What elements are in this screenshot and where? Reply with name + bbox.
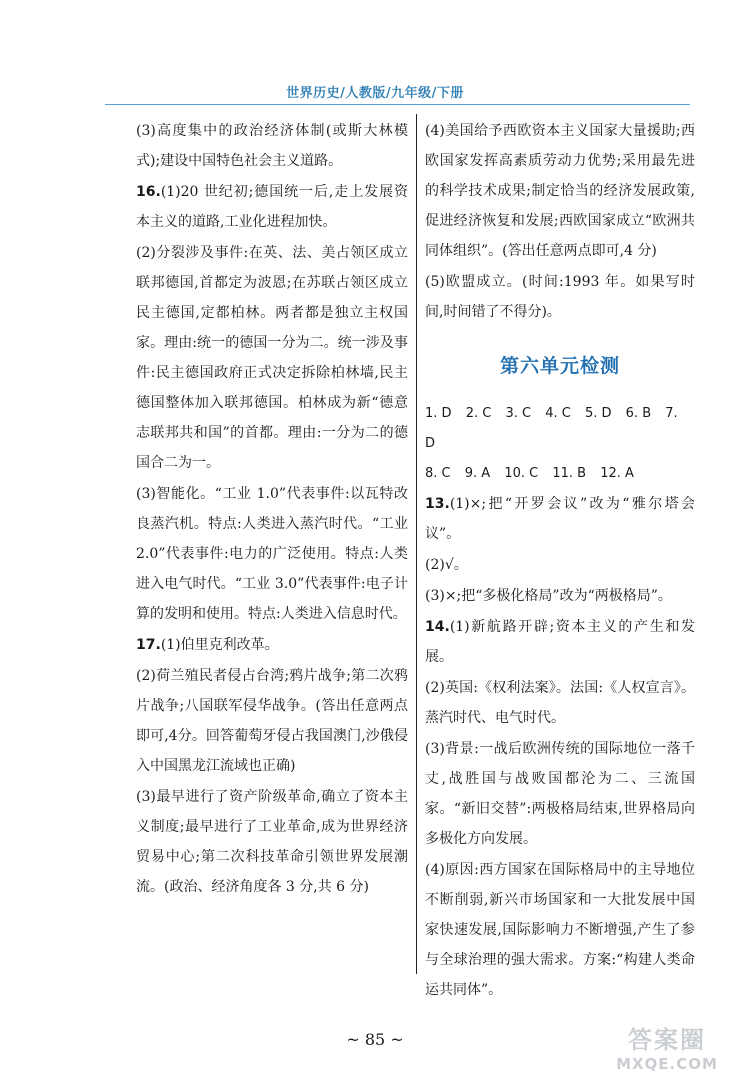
paragraph-text: (2)√。 — [425, 557, 468, 573]
answer-paragraph — [425, 116, 695, 266]
answer-paragraph — [136, 479, 408, 629]
answer-paragraph — [425, 612, 695, 672]
page-number: ~ 85 ~ — [346, 1030, 404, 1049]
answer-paragraph — [425, 855, 695, 1005]
paragraph-text: (3)最早进行了资产阶级革命,确立了资本主义制度;最早进行了工业革命,成为世界经济贸易中心;第二次科技革命引领世界发展潮流。(政治、经济角度各 3 分,共 6 分) — [136, 789, 408, 895]
paragraph-text: (3)背景:一战后欧洲传统的国际地位一落千丈,战胜国与战败国都沦为二、三流国家。“新旧交替”:两极格局结束,世界格局向多极化方向发展。 — [425, 741, 695, 847]
column-divider — [416, 114, 417, 974]
choice-answer: 3. C — [505, 406, 532, 421]
choice-answer: 6. B — [625, 406, 652, 421]
choice-answer: 5. D — [584, 406, 612, 421]
choice-answer: 7. D — [425, 406, 678, 451]
answer-paragraph — [425, 267, 695, 327]
answer-paragraph — [425, 489, 695, 549]
choice-answer: 8. C — [425, 466, 451, 481]
choice-answer: 10. C — [504, 466, 539, 481]
choice-answer: 11. B — [552, 466, 587, 481]
answer-paragraph — [136, 630, 408, 660]
paragraph-text: (1)伯里克利改革。 — [160, 637, 279, 653]
paragraph-text: (2)英国:《权利法案》。法国:《人权宣言》。蒸汽时代、电气时代。 — [425, 680, 695, 726]
answer-paragraph — [136, 238, 408, 478]
choice-answer: 9. A — [464, 466, 491, 481]
answer-paragraph — [136, 782, 408, 902]
paragraph-text: (4)原因:西方国家在国际格局中的主导地位不断削弱,新兴市场国家和一大批发展中国家快速发展,国际影响力不断增强,产生了参与全球治理的强大需求。方案:“构建人类命运共同体”。 — [425, 862, 695, 998]
answer-paragraph — [136, 116, 408, 176]
watermark-text: 答案圈 — [628, 1026, 706, 1054]
question-number: 14. — [425, 619, 450, 635]
watermark-logo — [592, 1020, 742, 1076]
answer-paragraph — [136, 661, 408, 781]
answer-paragraph — [425, 581, 695, 611]
paragraph-text: (3)高度集中的政治经济体制(或斯大林模式);建设中国特色社会主义道路。 — [136, 123, 408, 169]
paragraph-text: (1)×;把“开罗会议”改为“雅尔塔会议”。 — [425, 496, 695, 542]
paragraph-text: (2)分裂涉及事件:在英、法、美占领区成立联邦德国,首都定为波恩;在苏联占领区成立民主德国,定都柏林。两者都是独立主权国家。理由:统一的德国一分为二。统一涉及事件:民主德国政府正式决定拆除柏林墙,民主德国整体加入联邦德国。柏林成为新“德意志联邦共和国”的首都。理由:一分为二的德国合二为一。 — [136, 245, 408, 471]
question-number: 17. — [136, 637, 161, 653]
choice-answer: 2. C — [465, 406, 492, 421]
left-column — [136, 116, 408, 903]
choice-answers-row-2 — [425, 459, 695, 489]
answer-paragraph — [425, 673, 695, 733]
answer-paragraph — [425, 734, 695, 854]
right-column — [425, 116, 695, 1006]
answer-paragraph — [136, 177, 408, 237]
section-title: 第六单元检测 — [499, 355, 620, 377]
paragraph-text: (3)智能化。“工业 1.0”代表事件:以瓦特改良蒸汽机。特点:人类进入蒸汽时代。“工业 2.0”代表事件:电力的广泛使用。特点:人类进入电气时代。“工业 3.0”代表事件:电子计算的发明和使用。特点:人类进入信息时代。 — [136, 486, 408, 622]
paragraph-text: (1)新航路开辟;资本主义的产生和发展。 — [425, 619, 695, 665]
header-rule — [105, 104, 690, 105]
watermark-url: MXQE.COM — [616, 1055, 718, 1073]
question-number: 13. — [425, 496, 450, 512]
paragraph-text: (3)×;把“多极化格局”改为“两极格局”。 — [425, 588, 672, 604]
choice-answer: 1. D — [425, 406, 452, 421]
choice-answer: 4. C — [545, 406, 571, 421]
question-number: 16. — [136, 184, 161, 200]
paragraph-text: (4)美国给予西欧资本主义国家大量援助;西欧国家发挥高素质劳动力优势;采用最先进的科学技术成果;制定恰当的经济发展政策,促进经济恢复和发展;西欧国家成立“欧洲共同体组织”。(答出任意两点即可,4 分) — [425, 123, 695, 259]
choice-answer: 12. A — [600, 466, 634, 481]
page-header-title: 世界历史/人教版/九年级/下册 — [286, 86, 464, 101]
paragraph-text: (5)欧盟成立。(时间:1993 年。如果写时间,时间错了不得分)。 — [425, 274, 695, 320]
paragraph-text: (2)荷兰殖民者侵占台湾;鸦片战争;第二次鸦片战争;八国联军侵华战争。(答出任意两点即可,4分。回答葡萄牙侵占我国澳门,沙俄侵入中国黑龙江流域也正确) — [136, 668, 408, 774]
paragraph-text: (1)20 世纪初;德国统一后,走上发展资本主义的道路,工业化进程加快。 — [136, 184, 408, 230]
answer-paragraph — [425, 550, 695, 580]
choice-answers-row-1 — [425, 399, 695, 459]
